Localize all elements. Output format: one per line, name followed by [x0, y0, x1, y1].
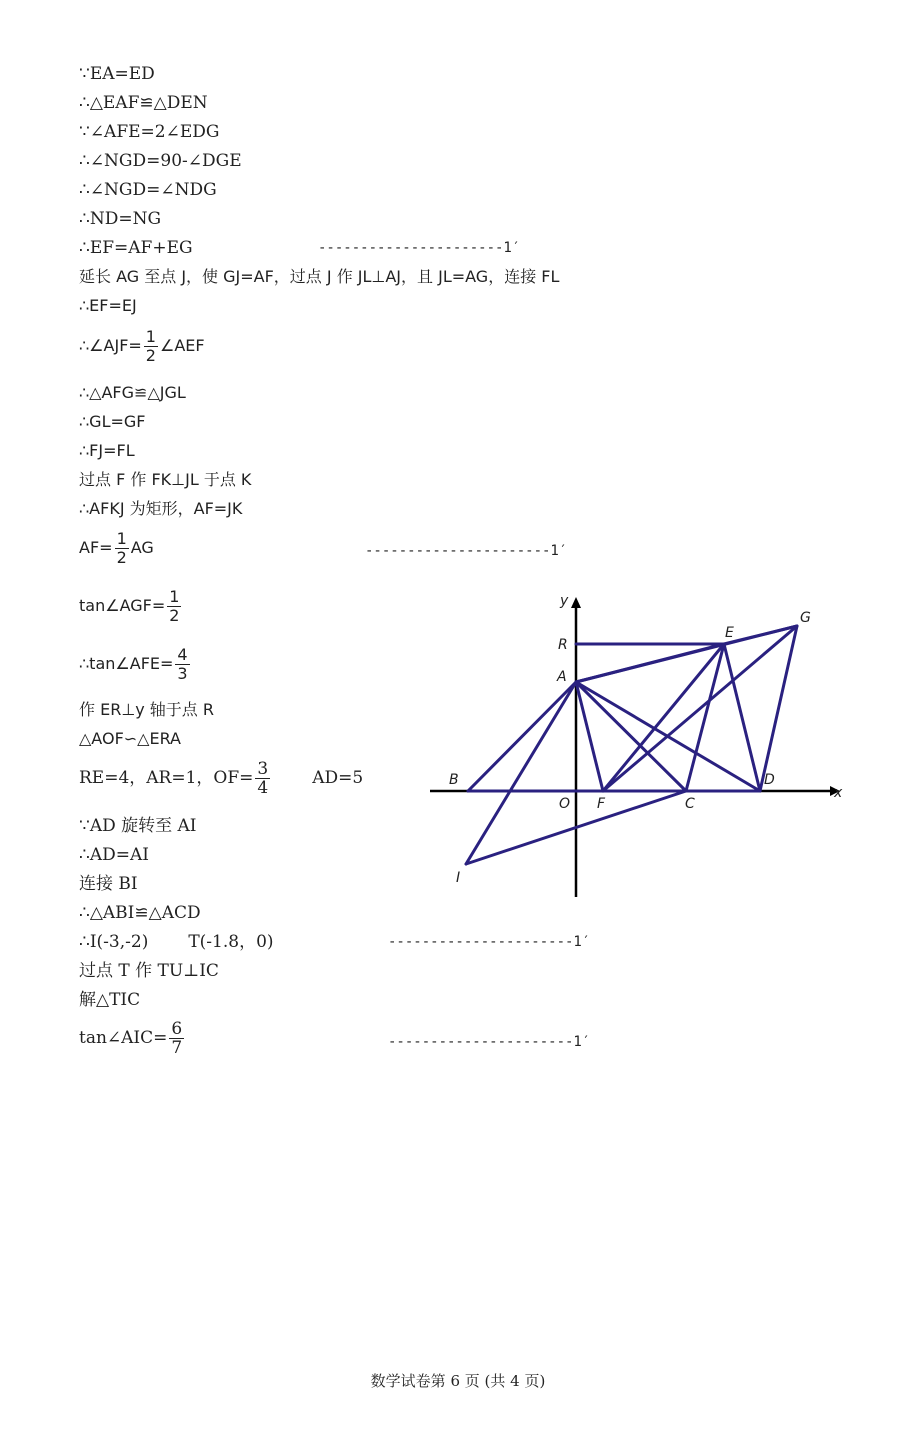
step-line: 过点 T 作 TU⊥IC: [79, 961, 219, 981]
segment-ai: [466, 682, 576, 864]
fraction-line-tan-afe: ∴tan∠AFE= $\frac{4}{3}$: [79, 645, 188, 683]
step-line: ∴∠NGD=90-∠DGE: [79, 151, 242, 171]
coords-line: ∴I(-3,-2) T(-1.8，0): [79, 932, 274, 952]
step-line: ∴ND=NG: [79, 209, 162, 229]
fraction: $\frac{1}{2}$: [145, 327, 156, 365]
fraction-line-af: AF= $\frac{1}{2}$ AG: [79, 529, 154, 567]
page-footer: 数学试卷第 6 页 (共 4 页): [370, 1372, 546, 1390]
figure-segments: [466, 626, 797, 864]
fraction: $\frac{4}{3}$: [177, 645, 188, 683]
y-axis-arrow-icon: [571, 597, 581, 608]
label-o: O: [559, 796, 571, 812]
fraction: $\frac{1}{2}$: [169, 587, 180, 625]
score-mark: ----------------------1′: [365, 543, 568, 559]
label-a: A: [557, 669, 567, 685]
step-line: 过点 F 作 FK⊥JL 于点 K: [79, 470, 252, 489]
step-line: △AOF∽△ERA: [79, 729, 181, 748]
segment-ed: [724, 644, 760, 791]
label-d: D: [764, 772, 775, 788]
step-line: ∵EA=ED: [79, 64, 155, 84]
fraction: $\frac{1}{2}$: [116, 529, 127, 567]
label-x: x: [834, 785, 843, 801]
step-line: 连接 BI: [79, 874, 138, 894]
score-mark: ----------------------1′: [318, 240, 521, 256]
fraction: $\frac{6}{7}$: [171, 1019, 183, 1058]
fraction-line-ajf: ∴∠AJF= $\frac{1}{2}$ ∠AEF: [79, 327, 205, 365]
label-i: I: [456, 870, 461, 886]
fraction: $\frac{3}{4}$: [257, 759, 269, 798]
step-line: 作 ER⊥y 轴于点 R: [79, 700, 215, 719]
step-line: ∴△EAF≌△DEN: [79, 93, 208, 113]
step-line: ∴∠NGD=∠NDG: [79, 180, 217, 200]
segment-gd: [760, 626, 797, 791]
step-line: ∵AD 旋转至 AI: [79, 816, 197, 836]
fraction-line-tan-aic: tan∠AIC= $\frac{6}{7}$: [79, 1019, 183, 1058]
label-r: R: [558, 637, 568, 653]
step-line: ∴AFKJ 为矩形，AF=JK: [79, 499, 243, 518]
score-mark: ----------------------1′: [388, 1034, 591, 1050]
geometry-figure: [425, 585, 850, 905]
step-line: 解△TIC: [79, 990, 141, 1010]
step-line: ∴EF=AF+EG: [79, 238, 193, 258]
label-c: C: [685, 796, 695, 812]
segment-af: [576, 682, 603, 791]
step-line: 延长 AG 至点 J，使 GJ=AF，过点 J 作 JL⊥AJ，且 JL=AG，连接 FL: [79, 267, 560, 286]
score-mark: ----------------------1′: [388, 934, 591, 950]
label-g: G: [800, 610, 811, 626]
fraction-line-re: RE=4，AR=1，OF= $\frac{3}{4}$ AD=5: [79, 759, 364, 798]
step-line: ∴FJ=FL: [79, 441, 135, 460]
label-e: E: [725, 625, 734, 641]
label-b: B: [449, 772, 459, 788]
label-f: F: [597, 796, 606, 812]
step-line: ∴△ABI≌△ACD: [79, 903, 201, 923]
step-line: ∵∠AFE=2∠EDG: [79, 122, 220, 142]
segment-ab: [468, 682, 576, 791]
step-line: ∴△AFG≌△JGL: [79, 383, 186, 402]
fraction-line-tan-agf: tan∠AGF= $\frac{1}{2}$: [79, 587, 180, 625]
step-line: ∴EF=EJ: [79, 296, 137, 315]
label-y: y: [560, 593, 569, 609]
step-line: ∴GL=GF: [79, 412, 146, 431]
step-line: ∴AD=AI: [79, 845, 149, 865]
